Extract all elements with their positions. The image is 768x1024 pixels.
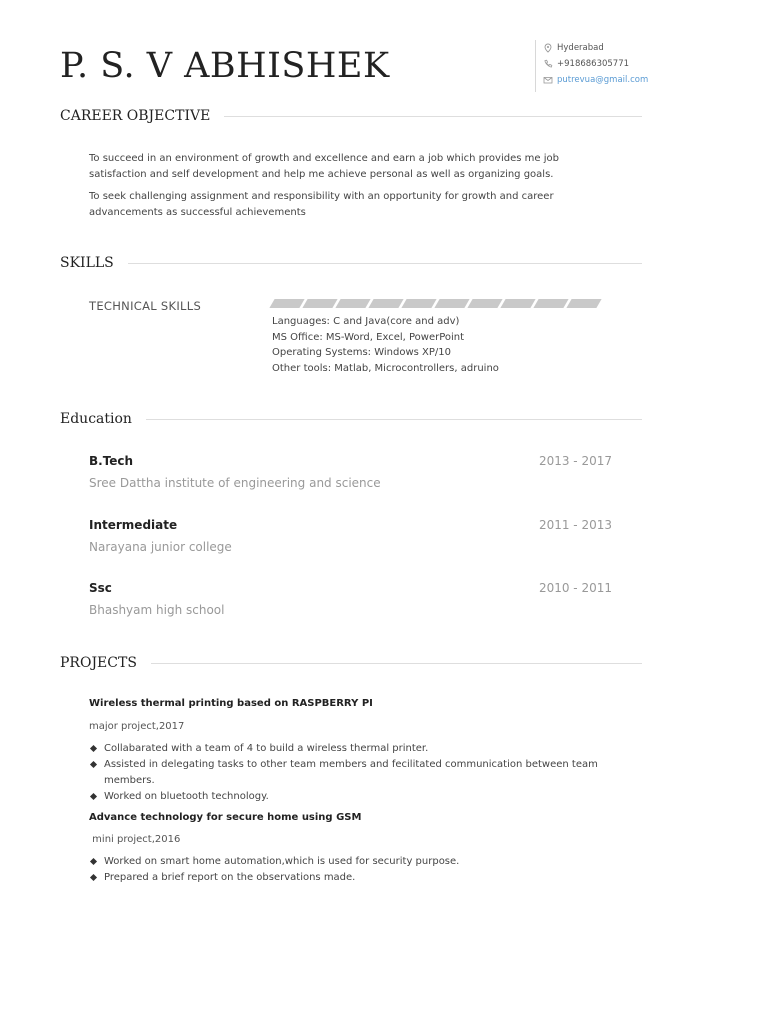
phone-text: +918686305771 (557, 59, 630, 69)
skill-details (272, 314, 499, 377)
project-bullet-list (89, 854, 599, 886)
project-title: Advance technology for secure home using GSM (89, 812, 362, 823)
education-degree: B.Tech (89, 454, 134, 468)
list-item (89, 741, 599, 757)
bullet-text: Assisted in delegating tasks to other team members and fecilitated communication between team members. (104, 759, 598, 786)
diamond-bullet-icon (90, 761, 97, 768)
bullet-text: Collabarated with a team of 4 to build a wireless thermal printer. (104, 743, 429, 754)
location-text: Hyderabad (557, 43, 604, 53)
objective-paragraph: To succeed in an environment of growth and excellence and earn a job which provides me job satisfaction and self development and help me achieve personal as well as organizing goals. (89, 153, 559, 180)
education-school: Bhashyam high school (89, 603, 225, 617)
education-school: Narayana junior college (89, 540, 232, 554)
list-item (89, 854, 599, 870)
list-item (89, 757, 599, 789)
section-title-career-objective: CAREER OBJECTIVE (60, 108, 224, 124)
location-pin-icon (542, 42, 554, 54)
list-item (89, 870, 599, 886)
objective-paragraph: To seek challenging assignment and responsibility with an opportunity for growth and career advancements as successful achievements (89, 191, 554, 218)
skill-level-segment (434, 299, 469, 308)
skill-line: Languages: C and Java(core and adv) (272, 316, 460, 327)
diamond-bullet-icon (90, 745, 97, 752)
contact-block (535, 40, 648, 92)
contact-phone (542, 56, 648, 72)
diamond-bullet-icon (90, 874, 97, 881)
diamond-bullet-icon (90, 858, 97, 865)
project-subtitle: mini project,2016 (89, 834, 181, 845)
bullet-text: Worked on bluetooth technology. (104, 791, 269, 802)
skill-category-label: TECHNICAL SKILLS (89, 299, 202, 313)
skill-level-segment (500, 299, 535, 308)
education-dates: 2011 - 2013 (538, 518, 612, 532)
skill-level-segment (368, 299, 403, 308)
skill-level-segment (401, 299, 436, 308)
skill-level-segment (467, 299, 502, 308)
skill-level-segment (566, 299, 601, 308)
section-divider (200, 116, 642, 117)
education-dates: 2010 - 2011 (538, 581, 612, 595)
education-degree: Intermediate (89, 518, 178, 532)
education-dates: 2013 - 2017 (538, 454, 612, 468)
section-divider (120, 263, 642, 264)
skill-level-segment (269, 299, 304, 308)
section-title-projects: PROJECTS (60, 655, 151, 671)
section-divider (140, 419, 642, 420)
phone-icon (542, 58, 554, 70)
skill-line: Other tools: Matlab, Microcontrollers, adruino (272, 363, 499, 375)
skill-level-segment (335, 299, 370, 308)
section-divider (130, 663, 642, 664)
skill-level-segment (533, 299, 568, 308)
list-item (89, 789, 599, 805)
skill-level-segment (302, 299, 337, 308)
email-link[interactable]: putrevua@gmail.com (557, 75, 649, 85)
skill-line: MS Office: MS-Word, Excel, PowerPoint (272, 331, 465, 343)
section-title-education: Education (60, 411, 146, 427)
contact-email[interactable] (542, 72, 648, 88)
section-title-skills: SKILLS (60, 255, 128, 271)
project-bullet-list (89, 741, 599, 805)
education-school: Sree Dattha institute of engineering and science (89, 476, 381, 490)
education-degree: Ssc (89, 581, 112, 595)
candidate-name: P. S. V ABHISHEK (60, 46, 390, 86)
skill-line: Operating Systems: Windows XP/10 (272, 347, 452, 359)
project-subtitle: major project,2017 (89, 721, 185, 732)
skill-level-bar (272, 299, 599, 308)
contact-location (542, 40, 648, 56)
envelope-icon (542, 74, 554, 86)
project-title: Wireless thermal printing based on RASPBERRY PI (89, 698, 373, 709)
bullet-text: Prepared a brief report on the observations made. (104, 872, 356, 883)
diamond-bullet-icon (90, 793, 97, 800)
bullet-text: Worked on smart home automation,which is used for security purpose. (104, 856, 460, 867)
